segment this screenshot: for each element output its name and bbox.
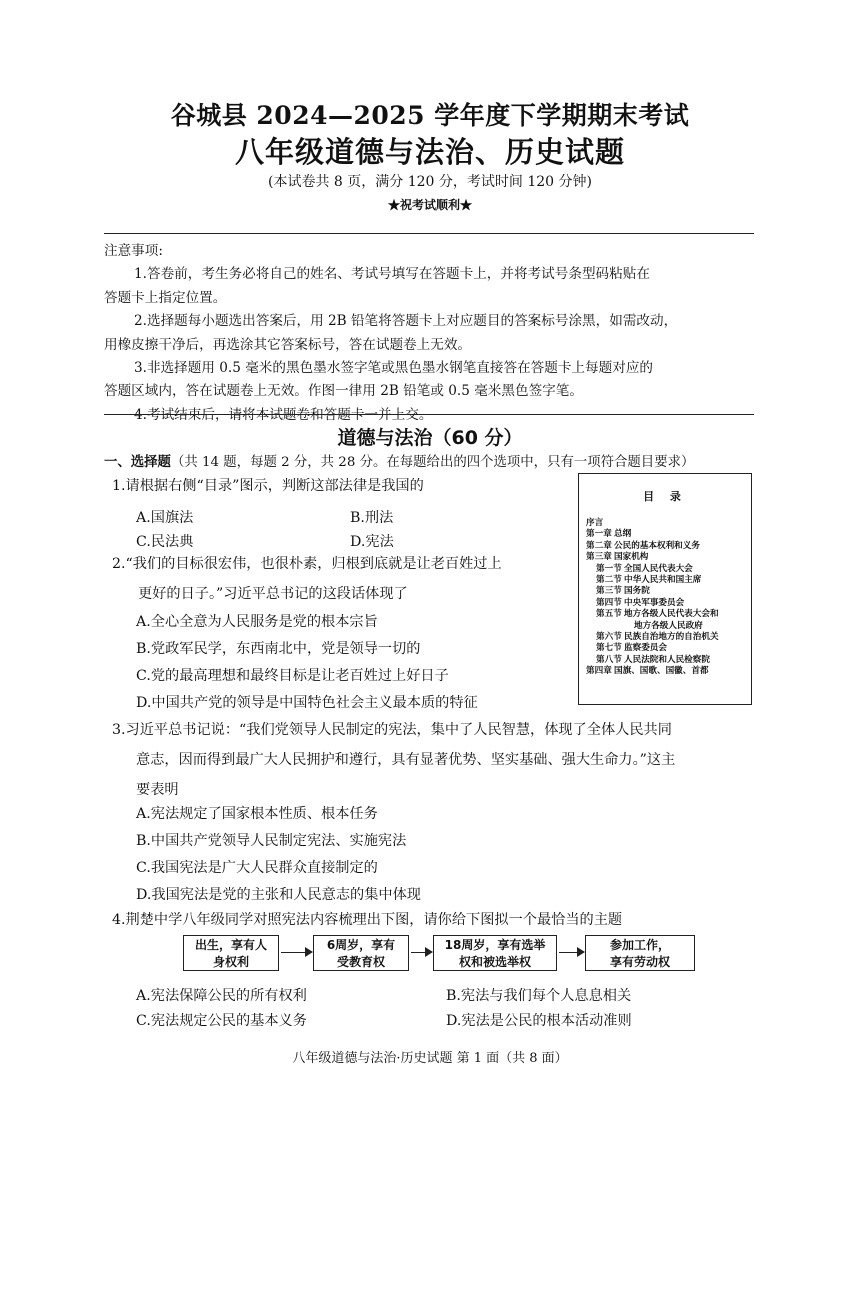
notice-block	[104, 240, 764, 427]
flow-box	[313, 935, 409, 971]
toc-line-key: 第一章	[586, 529, 612, 540]
question-2	[112, 549, 502, 609]
question-3	[112, 715, 675, 805]
exam-subject-title: 八年级道德与法治、历史试题	[234, 135, 625, 169]
option-c: C.民法典	[136, 534, 194, 550]
toc-line	[586, 564, 746, 575]
option-c: C.党的最高理想和最终目标是让老百姓过上好日子	[136, 668, 449, 684]
toc-line	[586, 655, 746, 666]
flow-box-line: 6周岁，享有	[326, 938, 396, 952]
flow-arrow	[559, 952, 583, 953]
toc-line-key: 第四节	[596, 597, 622, 608]
toc-line-text: 民族自治地方的自治机关	[624, 631, 719, 642]
good-luck-note: ★祝考试顺利★	[387, 198, 472, 212]
question-stem: 要表明	[136, 782, 179, 798]
option-b: B.中国共产党领导人民制定宪法、实施宪法	[136, 833, 407, 849]
option-c: C.宪法规定公民的基本义务	[136, 1013, 307, 1029]
option-b: B.党政军民学，东西南北中，党是领导一切的	[136, 641, 421, 657]
toc-line-text: 中央军事委员会	[624, 597, 685, 608]
toc-line-text: 地方各级人民代表大会和	[624, 609, 719, 620]
option-a: A.国旗法	[136, 510, 194, 526]
flow-box-line: 权和被选举权	[458, 955, 531, 969]
flow-arrow	[281, 952, 311, 953]
notice-line: 4.考试结束后，请将本试题卷和答题卡一并上交。	[134, 406, 433, 423]
toc-line-text: 监察委员会	[624, 643, 667, 654]
flow-box	[433, 935, 557, 971]
toc-line	[586, 621, 746, 632]
flow-box-line: 身权利	[212, 955, 249, 969]
toc-line-text: 人民法院和人民检察院	[624, 654, 710, 665]
question-stem: 更好的日子。”习近平总书记的这段话体现了	[138, 586, 408, 602]
toc-line-key: 第四章	[586, 666, 612, 677]
notice-line: 1.答卷前，考生务必将自己的姓名、考试号填写在答题卡上，并将考试号条型码粘贴在	[134, 266, 650, 283]
toc-line-text: 公民的基本权利和义务	[614, 540, 700, 551]
exam-info: (本试卷共 8 页，满分 120 分，考试时间 120 分钟)	[268, 174, 592, 190]
toc-line	[586, 518, 746, 529]
toc-line	[586, 666, 746, 677]
question-stem: 3.习近平总书记说：“我们党领导人民制定的宪法，集中了人民智慧，体现了全体人民共同	[112, 722, 672, 738]
option-b: B.宪法与我们每个人息息相关	[446, 988, 632, 1004]
option-a: A.宪法规定了国家根本性质、根本任务	[136, 806, 378, 822]
question-stem: 2.“我们的目标很宏伟，也很朴素，归根到底就是让老百姓过上	[112, 556, 502, 572]
option-c: C.我国宪法是广大人民群众直接制定的	[136, 860, 378, 876]
option-b: B.刑法	[350, 510, 394, 526]
toc-line-key: 第三章	[586, 552, 612, 563]
toc-line-key: 第三节	[596, 586, 622, 597]
option-d: D.中国共产党的领导是中国特色社会主义最本质的特征	[136, 695, 478, 711]
option-d: D.宪法是公民的根本活动准则	[446, 1013, 632, 1029]
toc-line-text: 总纲	[614, 529, 632, 540]
rights-flow-diagram	[183, 935, 703, 975]
toc-line-text: 地方各级人民政府	[634, 620, 703, 631]
page-footer: 八年级道德与法治·历史试题 第 1 面（共 8 面）	[292, 1051, 568, 1066]
toc-line-text: 全国人民代表大会	[624, 563, 693, 574]
toc-line-key: 第二节	[596, 574, 622, 585]
section-title: 道德与法治（60 分）	[337, 427, 523, 449]
flow-box	[183, 935, 279, 971]
toc-line-key: 第七节	[596, 643, 622, 654]
toc-line	[586, 575, 746, 586]
divider-top	[104, 233, 754, 234]
toc-line-text: 国家机构	[614, 552, 649, 563]
option-d: D.我国宪法是党的主张和人民意志的集中体现	[136, 887, 421, 903]
toc-line-key: 序言	[586, 518, 604, 528]
part-heading	[104, 451, 774, 470]
notice-line: 3.非选择题用 0.5 毫米的黑色墨水签字笔或黑色墨水钢笔直接答在答题卡上每题对应的	[134, 360, 654, 377]
notice-heading: 注意事项:	[104, 243, 163, 259]
toc-line	[586, 598, 746, 609]
part-description: （共 14 题，每题 2 分，共 28 分。在每题给出的四个选项中，只有一项符合题目要求）	[170, 455, 695, 470]
exam-title: 谷城县 2024—2025 学年度下学期期末考试	[170, 101, 690, 130]
notice-line: 2.选择题每小题选出答案后，用 2B 铅笔将答题卡上对应题目的答案标号涂黑，如需改动，	[134, 313, 678, 330]
toc-lines	[586, 518, 746, 677]
toc-line	[586, 552, 746, 563]
flow-box-line: 享有劳动权	[609, 955, 670, 969]
notice-line: 答题卡上指定位置。	[104, 289, 227, 306]
question-4	[112, 905, 622, 935]
toc-line-key: 第二章	[586, 540, 612, 551]
toc-heading: 目 录	[643, 490, 687, 503]
toc-line-text: 国旗、国歌、国徽、首都	[614, 666, 709, 677]
toc-line-key: 第一节	[596, 563, 622, 574]
option-a: A.全心全意为人民服务是党的根本宗旨	[136, 614, 378, 630]
toc-line-text: 中华人民共和国主席	[624, 574, 702, 585]
question-stem: 4.荆楚中学八年级同学对照宪法内容梳理出下图，请你给下图拟一个最恰当的主题	[112, 912, 623, 928]
flow-arrow	[411, 952, 431, 953]
toc-figure	[578, 473, 752, 705]
toc-line-key: 第五节	[596, 609, 622, 620]
toc-line	[586, 586, 746, 597]
toc-line-key: 第八节	[596, 654, 622, 665]
toc-line	[586, 541, 746, 552]
toc-line	[586, 609, 746, 620]
divider-bottom	[104, 414, 754, 415]
flow-box	[585, 935, 695, 971]
toc-line-key: 第六节	[596, 631, 622, 642]
toc-line	[586, 529, 746, 540]
flow-box-line: 出生，享有人	[194, 938, 267, 952]
option-a: A.宪法保障公民的所有权利	[136, 988, 307, 1004]
flow-box-line: 18周岁，享有选举	[444, 938, 546, 952]
notice-line: 用橡皮擦干净后，再选涂其它答案标号，答在试题卷上无效。	[104, 336, 472, 353]
part-label: 一、选择题	[104, 455, 171, 470]
notice-line: 答题区域内，答在试题卷上无效。作图一律用 2B 铅笔或 0.5 毫米黑色签字笔。	[104, 383, 583, 400]
question-stem: 意志，因而得到最广大人民拥护和遵行，具有显著优势、坚实基础、强大生命力。”这主	[136, 752, 676, 768]
option-d: D.宪法	[350, 534, 394, 550]
toc-line	[586, 632, 746, 643]
toc-line	[586, 643, 746, 654]
toc-line-text: 国务院	[624, 586, 650, 597]
question-stem: 1.请根据右侧“目录”图示，判断这部法律是我国的	[112, 478, 424, 494]
question-1	[112, 471, 424, 501]
flow-box-line: 受教育权	[336, 955, 385, 969]
flow-box-line: 参加工作，	[609, 938, 670, 952]
